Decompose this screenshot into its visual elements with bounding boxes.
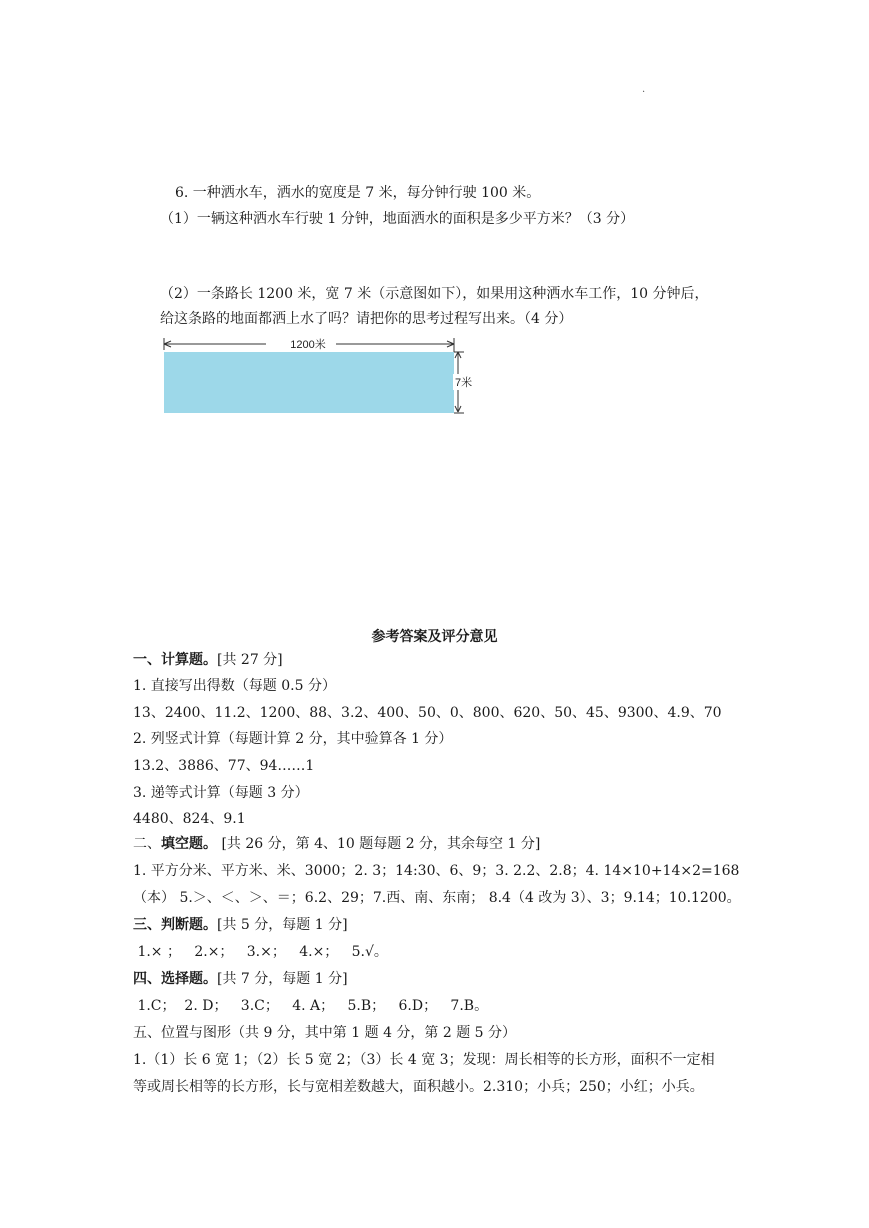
section-1-q3: 3. 递等式计算（每题 3 分） xyxy=(133,785,309,801)
section-1-q1: 1. 直接写出得数（每题 0.5 分） xyxy=(133,678,336,694)
section-3-answer: 1.× ； 2.×； 3.×； 4.×； 5.√。 xyxy=(133,944,388,960)
section-4-heading-rest: [共 7 分，每题 1 分] xyxy=(217,971,348,987)
question-6-title: 6. 一种洒水车，洒水的宽度是 7 米，每分钟行驶 100 米。 xyxy=(175,185,541,201)
question-6-part-2-line-1: （2）一条路长 1200 米，宽 7 米（示意图如下），如果用这种洒水车工作，10 分钟后， xyxy=(160,286,709,302)
road-rectangle xyxy=(164,352,454,413)
width-label: 7米 xyxy=(455,377,473,389)
section-1-heading-rest: [共 27 分] xyxy=(217,652,283,668)
section-1-heading xyxy=(133,650,283,670)
section-4-heading-bold: 四、选择题。 xyxy=(133,971,217,987)
length-label: 1200米 xyxy=(290,339,326,351)
section-1-q3-answer: 4480、824、9.1 xyxy=(133,811,246,827)
road-diagram-svg xyxy=(160,336,473,420)
section-4-heading xyxy=(133,969,348,989)
section-1-q2: 2. 列竖式计算（每题计算 2 分，其中验算各 1 分） xyxy=(133,731,453,747)
section-1-q1-answer: 13、2400、11.2、1200、88、3.2、400、50、0、800、620、50、45、9300、4.9、70 xyxy=(133,705,722,721)
section-1-heading-bold: 一、计算题。 xyxy=(133,652,217,668)
section-2-heading xyxy=(133,834,540,854)
section-3-heading xyxy=(133,915,348,935)
section-2-heading-bold: 填空题。 xyxy=(161,836,217,852)
question-6-part-1: （1）一辆这种洒水车行驶 1 分钟，地面洒水的面积是多少平方米？（3 分） xyxy=(160,211,635,227)
section-2-answer-line-2: （本） 5.＞、＜、＞、＝；6.2、29；7.西、南、东南； 8.4（4 改为 3）、3；9.14；10.1200。 xyxy=(133,890,741,906)
road-diagram xyxy=(160,336,473,420)
section-2-heading-plain: 二、 xyxy=(133,836,161,852)
section-3-heading-bold: 三、判断题。 xyxy=(133,917,217,933)
section-5-answer-line-1: 1.（1）长 6 宽 1；（2）长 5 宽 2；（3）长 4 宽 3；发现：周长相等的长方形，面积不一定相 xyxy=(133,1052,715,1068)
section-3-heading-rest: [共 5 分，每题 1 分] xyxy=(217,917,348,933)
section-5-answer-line-2: 等或周长相等的长方形，长与宽相差数越大，面积越小。2.310；小兵；250；小红；小兵。 xyxy=(133,1079,704,1095)
answers-title: 参考答案及评分意见 xyxy=(371,629,498,645)
question-6-part-2-line-2: 给这条路的地面都洒上水了吗？请把你的思考过程写出来。（4 分） xyxy=(160,311,573,327)
section-5-heading: 五、位置与图形（共 9 分，其中第 1 题 4 分，第 2 题 5 分） xyxy=(133,1025,517,1041)
page-mark: . xyxy=(642,84,646,95)
section-1-q2-answer: 13.2、3886、77、94……1 xyxy=(133,758,315,774)
section-2-answer-line-1: 1. 平方分米、平方米、米、3000；2. 3；14:30、6、9；3. 2.2、2.8；4. 14×10+14×2=168 xyxy=(133,863,740,879)
section-2-heading-rest: [共 26 分，第 4、10 题每题 2 分，其余每空 1 分] xyxy=(217,836,541,852)
section-4-answer: 1.C； 2. D； 3.C； 4. A； 5.B； 6.D； 7.B。 xyxy=(133,998,489,1014)
